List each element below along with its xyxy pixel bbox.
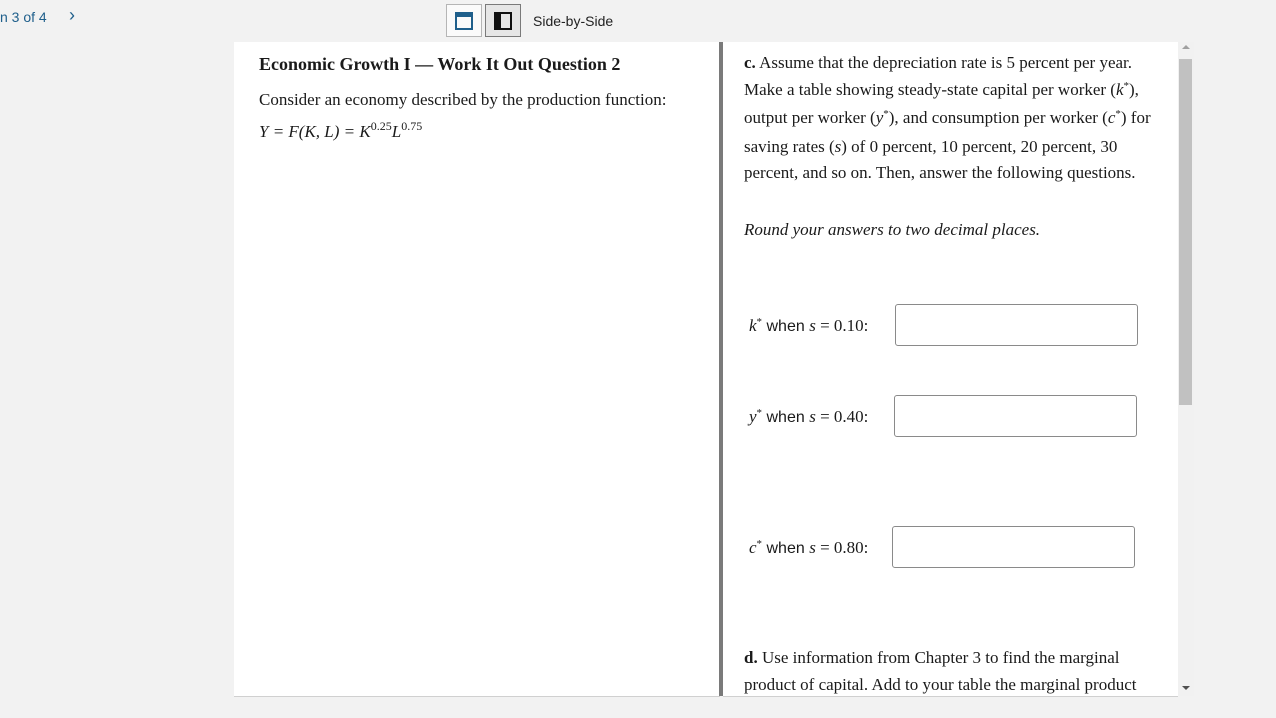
single-layout-icon: [455, 12, 473, 30]
layout-label: Side-by-Side: [533, 13, 614, 29]
question-label-y: y* when s = 0.40:: [749, 407, 869, 426]
right-panel-scrollbar[interactable]: [1178, 42, 1194, 696]
right-panel: [723, 42, 1178, 697]
part-d-text: d. Use information from Chapter 3 to find the marginal product of capital. Add to your table the marginal product: [744, 648, 1137, 694]
answer-input-k[interactable]: [895, 304, 1138, 346]
production-function: Y = F(K, $L) = K^{0.25}L^{0.75}$: [259, 119, 423, 141]
single-view-button[interactable]: [446, 4, 482, 37]
question-intro: Consider an economy described by the production function:: [259, 90, 667, 109]
answer-input-c[interactable]: [892, 526, 1135, 568]
part-c-text: c. Assume that the depreciation rate is 5 percent per year. Make a table showing steady-state capital per worker (k*), output per worker (y*), and consumption per worker (c*) for saving rates (s) of 0 percent, 10 percent, 20 percent, 30 percent, and so on. Then, answer the following questions.: [744, 53, 1151, 182]
scroll-thumb[interactable]: [1179, 59, 1192, 405]
scroll-up-arrow-icon[interactable]: [1182, 45, 1190, 49]
question-title: Economic Growth I — Work It Out Question 2: [259, 54, 621, 74]
side-by-side-button[interactable]: [485, 4, 521, 37]
question-label-c: c* when s = 0.80:: [749, 538, 869, 557]
rounding-note: Round your answers to two decimal places.: [744, 220, 1041, 239]
question-counter: n 3 of 4: [0, 9, 47, 25]
answer-input-y[interactable]: [894, 395, 1137, 437]
question-label-k: k* when s = 0.10:: [749, 316, 869, 335]
left-panel: [234, 42, 720, 697]
split-layout-icon: [494, 12, 512, 30]
scroll-down-arrow-icon[interactable]: [1182, 686, 1190, 690]
next-question-icon[interactable]: ›: [69, 5, 75, 25]
